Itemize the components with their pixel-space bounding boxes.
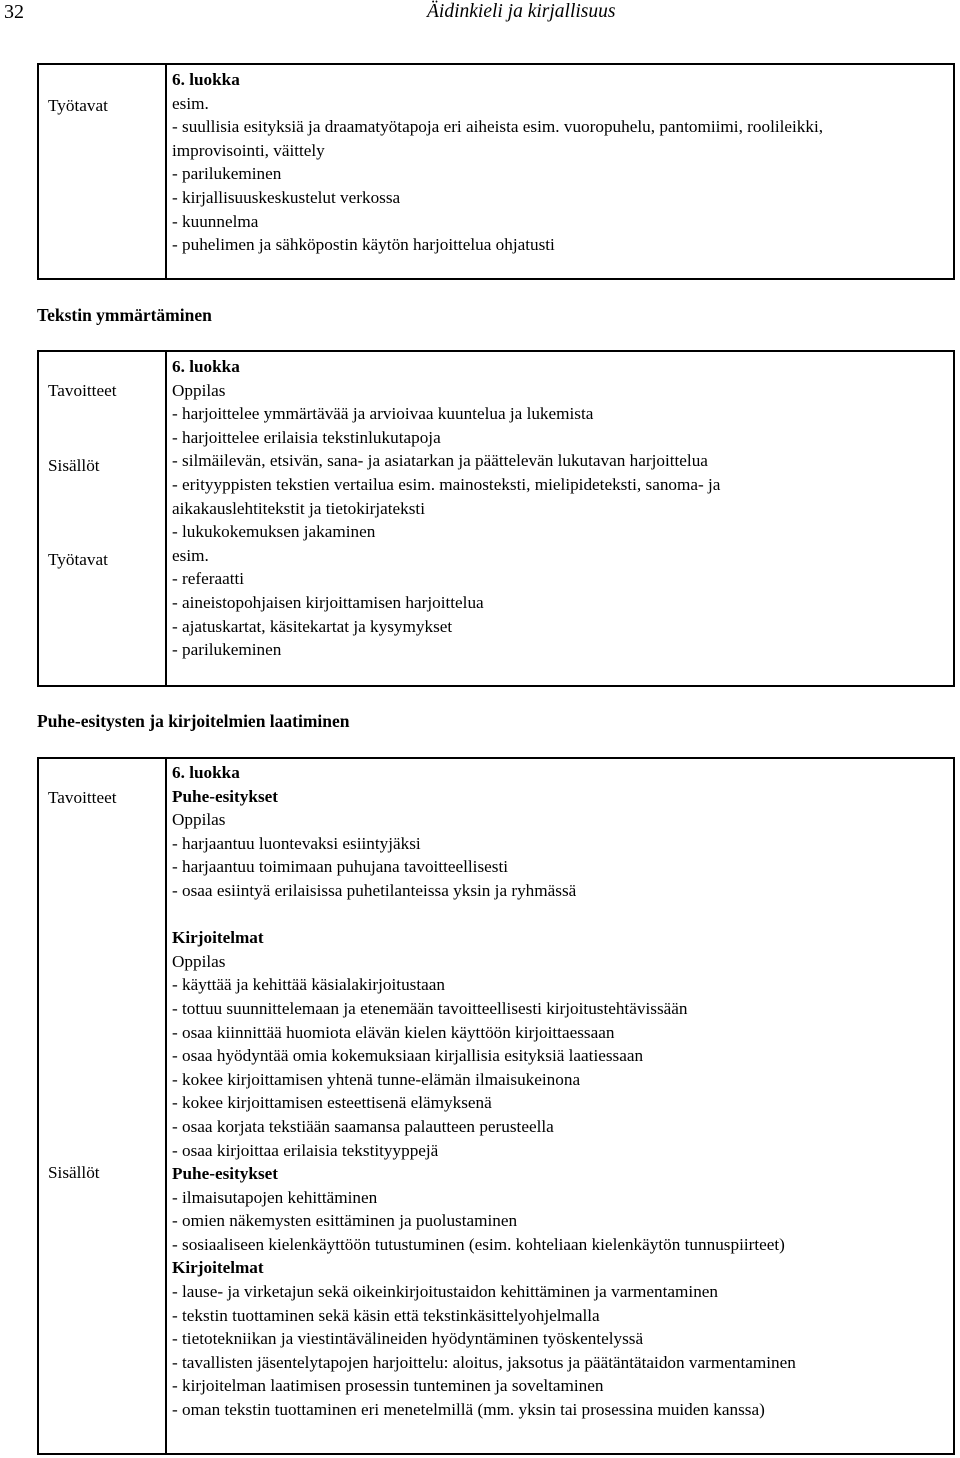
content-line: Oppilas <box>172 380 226 400</box>
blank-spacer <box>172 903 949 927</box>
content-line: - kokee kirjoittamisen yhtenä tunne-elämän ilmaisukeinona <box>172 1069 581 1089</box>
content-line: - sosiaaliseen kielenkäyttöön tutustuminen (esim. kohteliaan kielenkäytön tunnuspiirteet) <box>172 1234 785 1254</box>
content-line: - ilmaisutapojen kehittäminen <box>172 1187 378 1207</box>
content-line: esim. <box>172 93 209 113</box>
content-line: - kokee kirjoittamisen esteettisenä elämyksenä <box>172 1093 492 1113</box>
subheading-kirjoitelmat: Kirjoitelmat <box>172 1258 264 1278</box>
content-line: - osaa esiintyä erilaisissa puhetilanteissa yksin ja ryhmässä <box>172 880 577 900</box>
grade-label: 6. luokka <box>172 763 240 782</box>
content-line: - kirjallisuuskeskustelut verkossa <box>172 187 401 207</box>
content-line: - tietotekniikan ja viestintävälineiden hyödyntäminen työskentelyssä <box>172 1329 644 1349</box>
puhe-ja-kirjoitelmat-table <box>37 757 955 1455</box>
content-line: - osaa hyödyntää omia kokemuksiaan kirjallisia esityksiä laatiessaan <box>172 1046 644 1066</box>
tyotavat-table <box>37 63 955 280</box>
subheading-kirjoitelmat: Kirjoitelmat <box>172 928 264 948</box>
content-line: aikakauslehtitekstit ja tietokirjateksti <box>172 498 425 518</box>
content-line: - ajatuskartat, käsitekartat ja kysymykset <box>172 616 453 636</box>
content-line: - harjaantuu luontevaksi esiintyjäksi <box>172 833 421 853</box>
content-line: - tekstin tuottaminen sekä käsin että tekstinkäsittelyohjelmalla <box>172 1305 600 1325</box>
content-line: - silmäilevän, etsivän, sana- ja asiatarkan ja päättelevän lukutavan harjoittelua <box>172 451 708 471</box>
subheading-puhe-esitykset: Puhe-esitykset <box>172 786 278 806</box>
table-content-column <box>172 68 949 257</box>
section-title-tekstin-ymmartaminen: Tekstin ymmärtäminen <box>37 305 212 325</box>
label-tyotavat: Työtavat <box>48 550 108 569</box>
label-tyotavat: Työtavat <box>48 96 108 115</box>
content-line: - erityyppisten tekstien vertailua esim. mainosteksti, mielipideteksti, sanoma- ja <box>172 474 721 494</box>
content-line: - harjaantuu toimimaan puhujana tavoitteellisesti <box>172 857 509 877</box>
content-line: - suullisia esityksiä ja draamatyötapoja eri aiheista esim. vuoropuhelu, pantomiimi, roolileikki, <box>172 117 824 137</box>
content-line: - parilukeminen <box>172 640 282 660</box>
table-content-column <box>172 355 949 662</box>
table-label-column <box>39 65 167 278</box>
table-label-column <box>39 759 167 1453</box>
grade-label: 6. luokka <box>172 357 240 376</box>
tekstin-ymmartaminen-table <box>37 350 955 687</box>
content-line: esim. <box>172 545 209 565</box>
page-number: 32 <box>4 1 24 23</box>
label-sisallot: Sisällöt <box>48 1163 100 1182</box>
content-line: - kuunnelma <box>172 211 259 231</box>
page-running-title: Äidinkieli ja kirjallisuus <box>427 1 616 22</box>
content-line: - osaa kiinnittää huomiota elävän kielen käyttöön kirjoittaessaan <box>172 1022 615 1042</box>
label-tavoitteet: Tavoitteet <box>48 788 117 807</box>
content-line: - puhelimen ja sähköpostin käytön harjoittelua ohjatusti <box>172 235 555 255</box>
label-tavoitteet: Tavoitteet <box>48 381 117 400</box>
content-line: - harjoittelee erilaisia tekstinlukutapoja <box>172 427 441 447</box>
content-line: - referaatti <box>172 569 245 589</box>
label-sisallot: Sisällöt <box>48 456 100 475</box>
content-line: improvisointi, väittely <box>172 140 325 160</box>
content-line: - harjoittelee ymmärtävää ja arvioivaa kuuntelua ja lukemista <box>172 404 594 424</box>
table-label-column <box>39 352 167 685</box>
page-header <box>0 0 960 30</box>
grade-label: 6. luokka <box>172 70 240 89</box>
content-line: - omien näkemysten esittäminen ja puolustaminen <box>172 1211 518 1231</box>
content-line: - osaa korjata tekstiään saamansa palautteen perusteella <box>172 1116 554 1136</box>
subheading-puhe-esitykset: Puhe-esitykset <box>172 1164 278 1184</box>
content-line: - tottuu suunnittelemaan ja etenemään tavoitteellisesti kirjoitustehtävissään <box>172 998 688 1018</box>
content-line: - tavallisten jäsentelytapojen harjoittelu: aloitus, jaksotus ja päätäntätaidon varmentaminen <box>172 1352 796 1372</box>
content-line: Oppilas <box>172 810 226 830</box>
content-line: - aineistopohjaisen kirjoittamisen harjoittelua <box>172 592 484 612</box>
content-line: - lukukokemuksen jakaminen <box>172 522 376 542</box>
content-line: Oppilas <box>172 951 226 971</box>
content-line: - oman tekstin tuottaminen eri menetelmillä (mm. yksin tai prosessina muiden kanssa) <box>172 1400 765 1420</box>
content-line: - lause- ja virketajun sekä oikeinkirjoitustaidon kehittäminen ja varmentaminen <box>172 1282 719 1302</box>
content-line: - parilukeminen <box>172 164 282 184</box>
table-content-column <box>172 761 949 1422</box>
section-title-puhe-esitykset-kirjoitelmat: Puhe-esitysten ja kirjoitelmien laatiminen <box>37 711 350 731</box>
content-line: - kirjoitelman laatimisen prosessin tunteminen ja soveltaminen <box>172 1376 604 1396</box>
content-line: - osaa kirjoittaa erilaisia tekstityyppejä <box>172 1140 439 1160</box>
content-line: - käyttää ja kehittää käsialakirjoitustaan <box>172 975 445 995</box>
